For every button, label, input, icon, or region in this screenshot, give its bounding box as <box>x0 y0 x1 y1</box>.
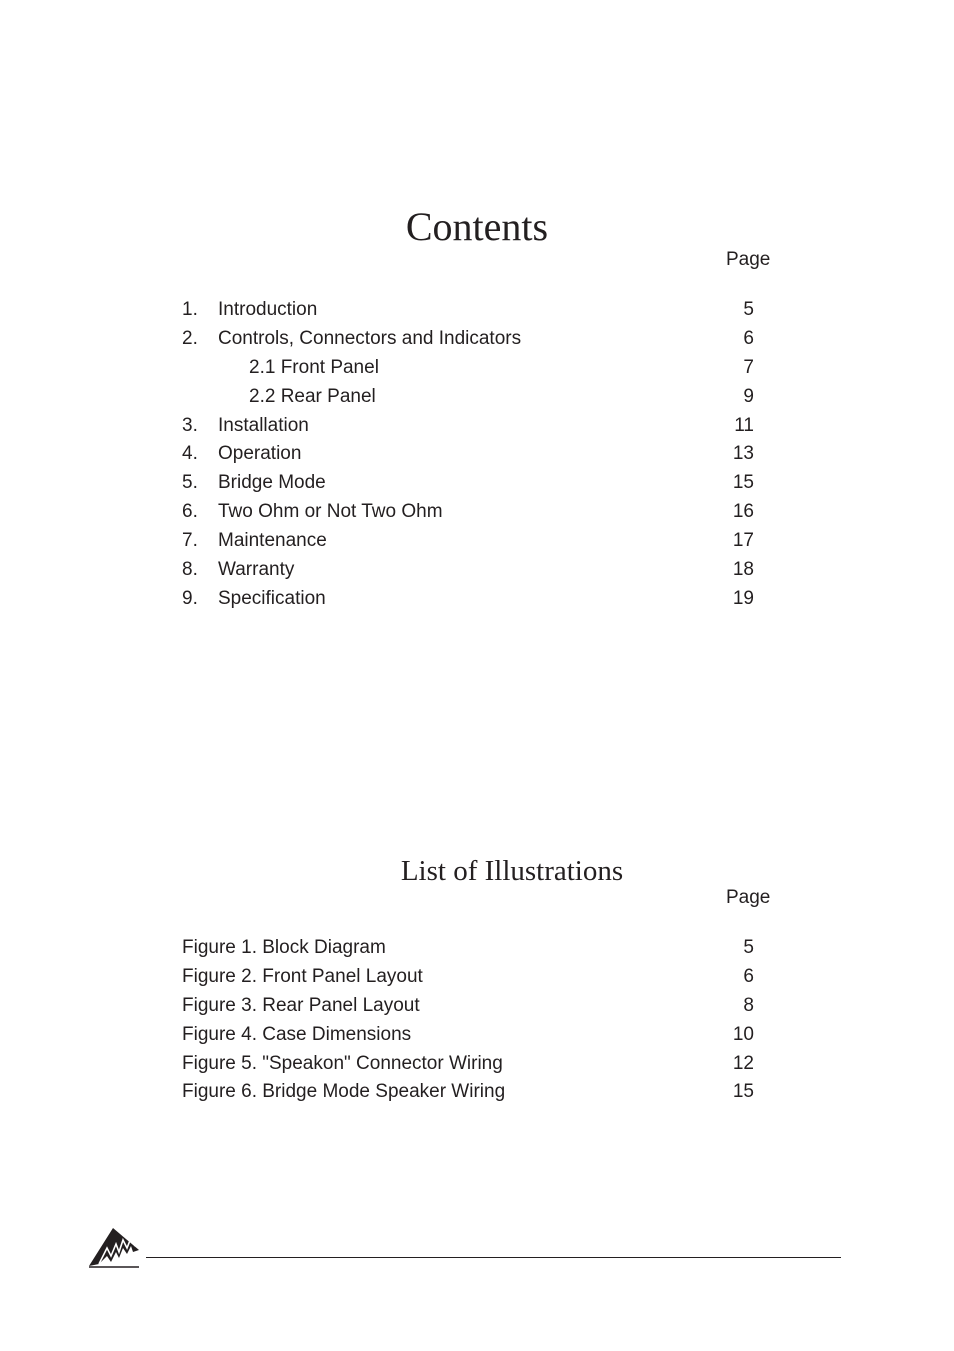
entry-title: Two Ohm or Not Two Ohm <box>218 501 443 523</box>
illustrations-title: List of Illustrations <box>400 855 624 887</box>
entry-number: 9. <box>182 587 198 609</box>
contents-page-column-label: Page <box>726 249 771 270</box>
entry-title: Operation <box>218 443 302 465</box>
entry-page: 9 <box>743 385 754 407</box>
contents-entry[interactable] <box>182 527 754 556</box>
entry-number: 4. <box>182 443 198 465</box>
illustrations-list <box>182 934 754 1107</box>
entry-number: 1. <box>182 299 198 320</box>
entry-page: 15 <box>732 472 754 494</box>
entry-page: 10 <box>732 1023 754 1045</box>
entry-title: Controls, Connectors and Indicators <box>218 327 522 349</box>
entry-page: 12 <box>732 1052 754 1074</box>
entry-number: 3. <box>182 414 198 436</box>
entry-page: 19 <box>732 587 754 609</box>
entry-number: 8. <box>182 559 198 581</box>
illustration-entry[interactable] <box>182 963 754 992</box>
entry-title: Specification <box>218 587 326 609</box>
illustration-entry[interactable] <box>182 1078 754 1107</box>
entry-page: 17 <box>732 530 754 552</box>
entry-page: 7 <box>743 356 754 378</box>
entry-page: 6 <box>743 327 754 349</box>
mountain-logo-icon <box>89 1226 139 1268</box>
entry-title: Bridge Mode <box>218 472 326 494</box>
entry-title: Maintenance <box>218 530 327 552</box>
contents-list <box>182 296 754 614</box>
entry-title: Figure 1. Block Diagram <box>182 937 386 958</box>
contents-entry[interactable] <box>182 498 754 527</box>
entry-page: 5 <box>743 937 754 958</box>
entry-title: 2.2 Rear Panel <box>249 385 376 407</box>
contents-entry[interactable] <box>182 469 754 498</box>
entry-title: Warranty <box>218 559 295 581</box>
entry-title: Figure 5. "Speakon" Connector Wiring <box>182 1052 503 1074</box>
entry-title: Figure 4. Case Dimensions <box>182 1023 412 1045</box>
entry-page: 5 <box>743 299 754 320</box>
entry-title: Figure 2. Front Panel Layout <box>182 965 423 987</box>
footer-rule <box>146 1257 841 1258</box>
entry-page: 16 <box>732 501 754 523</box>
illustration-entry[interactable] <box>182 934 754 963</box>
entry-title: Figure 6. Bridge Mode Speaker Wiring <box>182 1081 506 1103</box>
illustration-entry[interactable] <box>182 1021 754 1050</box>
entry-number: 2. <box>182 327 198 349</box>
entry-number: 5. <box>182 472 198 494</box>
contents-title: Contents <box>405 204 549 249</box>
contents-subentry[interactable] <box>182 354 754 383</box>
contents-subentry[interactable] <box>182 383 754 412</box>
entry-number: 6. <box>182 501 198 523</box>
contents-entry[interactable] <box>182 440 754 469</box>
contents-entry[interactable] <box>182 325 754 354</box>
illustration-entry[interactable] <box>182 992 754 1021</box>
contents-entry[interactable] <box>182 585 754 614</box>
illustrations-page-column-label: Page <box>726 887 771 908</box>
contents-entry[interactable] <box>182 412 754 441</box>
entry-page: 13 <box>732 443 754 465</box>
entry-title: Installation <box>218 414 309 436</box>
illustration-entry[interactable] <box>182 1050 754 1079</box>
entry-page: 18 <box>732 559 754 581</box>
entry-title: 2.1 Front Panel <box>249 356 379 378</box>
entry-title: Introduction <box>218 299 318 320</box>
entry-number: 7. <box>182 530 198 552</box>
entry-page: 8 <box>743 994 754 1016</box>
contents-entry[interactable] <box>182 296 754 325</box>
contents-entry[interactable] <box>182 556 754 585</box>
entry-title: Figure 3. Rear Panel Layout <box>182 994 420 1016</box>
entry-page: 15 <box>732 1081 754 1103</box>
entry-page: 6 <box>743 965 754 987</box>
entry-page: 11 <box>734 414 754 436</box>
